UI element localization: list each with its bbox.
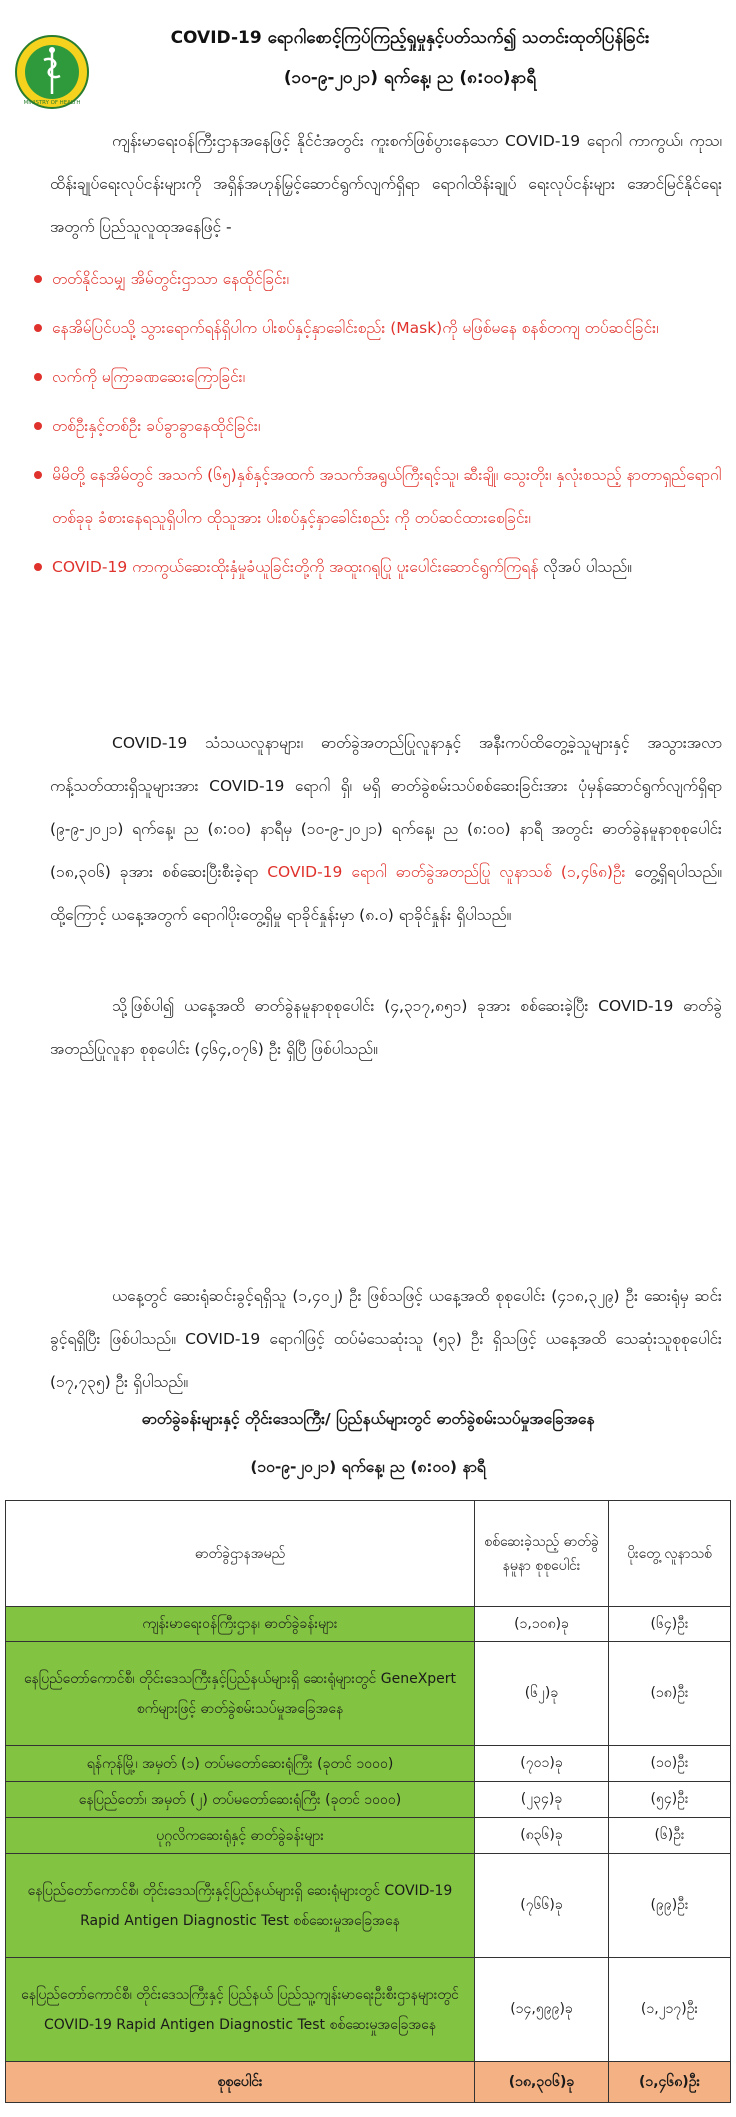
- header: [0, 18, 736, 128]
- intro-paragraph: ကျန်းမာရေးဝန်ကြီးဌာနအနေဖြင့် နိုင်ငံအတွင်း ကူးစက်ဖြစ်ပွားနေသော COVID-19 ရောဂါ ကာကွယ်၊ ကုသ၊ ထိန်းချုပ်ရေးလုပ်ငန်းများကို အရှိန်အဟုန်မြှင့်ဆောင်ရွက်လျက်ရှိရာ ရောဂါထိန်းချုပ် ရေးလုပ်ငန်းများ အောင်မြင်နိုင်ရေးအတွက် ပြည်သူလူထုအနေဖြင့် -: [50, 132, 722, 236]
- precaution-list: [28, 258, 728, 595]
- column-header-new-cases: ပိုးတွေ့ လူနာသစ်: [609, 1501, 731, 1607]
- bullet-icon: [34, 563, 42, 571]
- table-row: ပုဂ္ဂလိကဆေးရုံနှင့် ဓာတ်ခွဲခန်းများ (၈၃၆)ခု (၆)ဦး: [6, 1818, 731, 1854]
- total-new-cases: (၁,၄၆၈)ဦး: [609, 2062, 731, 2103]
- total-label: စုစုပေါင်း: [6, 2062, 475, 2103]
- testing-paragraph: COVID-19 သံသယလူနာများ၊ ဓာတ်ခွဲအတည်ပြုလူနာနှင့် အနီးကပ်ထိတွေ့ခဲ့သူများနှင့် အသွားအလာကန့်သတ်ထားရှိသူများအား COVID-19 ရောဂါ ရှိ၊ မရှိ ဓာတ်ခွဲစမ်းသပ်စစ်ဆေးခြင်းအား ပုံမှန်ဆောင်ရွက်လျက်ရှိရာ (၉-၉-၂၀၂၁) ရက်နေ့၊ ည (၈:၀၀) နာရီမှ (၁၀-၉-၂၀၂၁) ရက်နေ့၊ ည (၈:၀၀) နာရီ အတွင်း ဓာတ်ခွဲနမူနာစုစုပေါင်း (၁၈,၃၀၆) ခုအား စစ်ဆေးပြီးစီးခဲ့ရာ COVID-19 ရောဂါ ဓာတ်ခွဲအတည်ပြု လူနာသစ် (၁,၄၆၈)ဦး တွေ့ရှိရပါသည်။ ထို့ကြောင့် ယနေ့အတွက် ရောဂါပိုးတွေ့ရှိမှု ရာခိုင်နှုန်းမှာ (၈.၀) ရာခိုင်နှုန်း ရှိပါသည်။: [50, 734, 722, 924]
- column-header-samples: စစ်ဆေးခဲ့သည့် ဓာတ်ခွဲနမူနာ စုစုပေါင်း: [475, 1501, 609, 1607]
- new-cases-highlight: COVID-19 ရောဂါ ဓာတ်ခွဲအတည်ပြု လူနာသစ် (၁,၄၆၈)ဦး: [267, 863, 626, 881]
- table-title: ဓာတ်ခွဲခန်းများနှင့် တိုင်းဒေသကြီး/ ပြည်နယ်များတွင် ဓာတ်ခွဲစမ်းသပ်မှုအခြေအနေ: [141, 1410, 595, 1428]
- table-row: နေပြည်တော်ကောင်စီ၊ တိုင်းဒေသကြီးနှင့်ပြည်နယ်များရှိ ဆေးရုံများတွင် GeneXpert စက်များဖြင့် ဓာတ်ခွဲစမ်းသပ်မှုအခြေအနေ (၆၂)ခု (၁၈)ဦး: [6, 1642, 731, 1746]
- list-item: COVID-19 ကာကွယ်ဆေးထိုးနှံမှုခံယူခြင်းတို့ကို အထူးဂရုပြု ပူးပေါင်းဆောင်ရွက်ကြရန် လိုအပ် ပါသည်။: [28, 546, 728, 589]
- cumulative-paragraph: သို့ဖြစ်ပါ၍ ယနေ့အထိ ဓာတ်ခွဲနမူနာစုစုပေါင်း (၄,၃၁၇,၈၅၁) ခုအား စစ်ဆေးခဲ့ပြီး COVID-19 ဓာတ်ခွဲ အတည်ပြုလူနာ စုစုပေါင်း (၄၆၄,၀၇၆) ဦး ရှိပြီ ဖြစ်ပါသည်။: [50, 997, 722, 1058]
- list-item: လက်ကို မကြာခဏဆေးကြောခြင်း၊: [28, 356, 728, 399]
- bullet-icon: [34, 275, 42, 283]
- table-row: ရန်ကုန်မြို့၊ အမှတ် (၁) တပ်မတော်ဆေးရုံကြီး (ခုတင် ၁၀၀၀) (၇၀၁)ခု (၁၀)ဦး: [6, 1746, 731, 1782]
- lab-status-table: [5, 1500, 731, 2103]
- bullet-icon: [34, 422, 42, 430]
- list-item: နေအိမ်ပြင်ပသို့ သွားရောက်ရန်ရှိပါက ပါးစပ်နှင့်နှာခေါင်းစည်း (Mask)ကို မဖြစ်မနေ စနစ်တကျ တပ်ဆင်ခြင်း၊: [28, 307, 728, 350]
- page-title: COVID-19 ရောဂါစောင့်ကြပ်ကြည့်ရှုမှုနှင့်ပတ်သက်၍ သတင်းထုတ်ပြန်ခြင်း: [170, 28, 650, 48]
- total-samples: (၁၈,၃၀၆)ခု: [475, 2062, 609, 2103]
- page-date: (၁၀-၉-၂၀၂၁) ရက်နေ့၊ ည (၈:၀၀)နာရီ: [283, 68, 537, 88]
- bullet-icon: [34, 324, 42, 332]
- table-date: (၁၀-၉-၂၀၂၁) ရက်နေ့၊ ည (၈:၀၀) နာရီ: [250, 1458, 486, 1476]
- list-item: တတ်နိုင်သမျှ အိမ်တွင်းဌာသာ နေထိုင်ခြင်း၊: [28, 258, 728, 301]
- table-row: နေပြည်တော်ကောင်စီ၊ တိုင်းဒေသကြီးနှင့် ပြည်နယ် ပြည်သူ့ကျန်းမာရေးဦးစီးဌာနများတွင် COVID-19 Rapid Antigen Diagnostic Test စစ်ဆေးမှုအခြေအနေ (၁၄,၅၉၉)ခု (၁,၂၁၇)ဦး: [6, 1958, 731, 2062]
- bullet-icon: [34, 471, 42, 479]
- table-total-row: [6, 2062, 731, 2103]
- bullet-icon: [34, 373, 42, 381]
- table-row: နေပြည်တော်ကောင်စီ၊ တိုင်းဒေသကြီးနှင့်ပြည်နယ်များရှိ ဆေးရုံများတွင် COVID-19 Rapid Antigen Diagnostic Test စစ်ဆေးမှုအခြေအနေ (၇၆၆)ခု (၉၉)ဦး: [6, 1854, 731, 1958]
- svg-text:MINISTRY OF HEALTH: MINISTRY OF HEALTH: [23, 100, 81, 106]
- table-row: နေပြည်တော်၊ အမှတ် (၂) တပ်မတော်ဆေးရုံကြီး (ခုတင် ၁၀၀၀) (၂၃၄)ခု (၅၄)ဦး: [6, 1782, 731, 1818]
- ministry-of-health-logo: [14, 34, 90, 110]
- table-header-row: [6, 1501, 731, 1607]
- list-item: တစ်ဦးနှင့်တစ်ဦး ခပ်ခွာခွာနေထိုင်ခြင်း၊: [28, 405, 728, 448]
- table-row: ကျန်းမာရေးဝန်ကြီးဌာန၊ ဓာတ်ခွဲခန်းများ (၁,၁၀၈)ခု (၆၄)ဦး: [6, 1607, 731, 1642]
- discharge-paragraph: ယနေ့တွင် ဆေးရုံဆင်းခွင့်ရရှိသူ (၁,၄၀၂) ဦး ဖြစ်သဖြင့် ယနေ့အထိ စုစုပေါင်း (၄၁၈,၃၂၉) ဦး ဆေးရုံမှ ဆင်းခွင့်ရရှိပြီး ဖြစ်ပါသည်။ COVID-19 ရောဂါဖြင့် ထပ်မံသေဆုံးသူ (၅၃) ဦး ရှိသဖြင့် ယနေ့အထိ သေဆုံးသူစုစုပေါင်း (၁၇,၇၃၅) ဦး ရှိပါသည်။: [50, 1287, 722, 1391]
- list-item: မိမိတို့ နေအိမ်တွင် အသက် (၆၅)နှစ်နှင့်အထက် အသက်အရွယ်ကြီးရင့်သူ၊ ဆီးချို၊ သွေးတိုး၊ နှလုံးစသည့် နာတာရှည်ရောဂါတစ်ခုခု ခံစားနေရသူရှိပါက ထိုသူအား ပါးစပ်နှင့်နှာခေါင်းစည်း ကို တပ်ဆင်ထားစေခြင်း၊: [28, 454, 728, 540]
- column-header-lab: ဓာတ်ခွဲဌာနအမည်: [6, 1501, 475, 1607]
